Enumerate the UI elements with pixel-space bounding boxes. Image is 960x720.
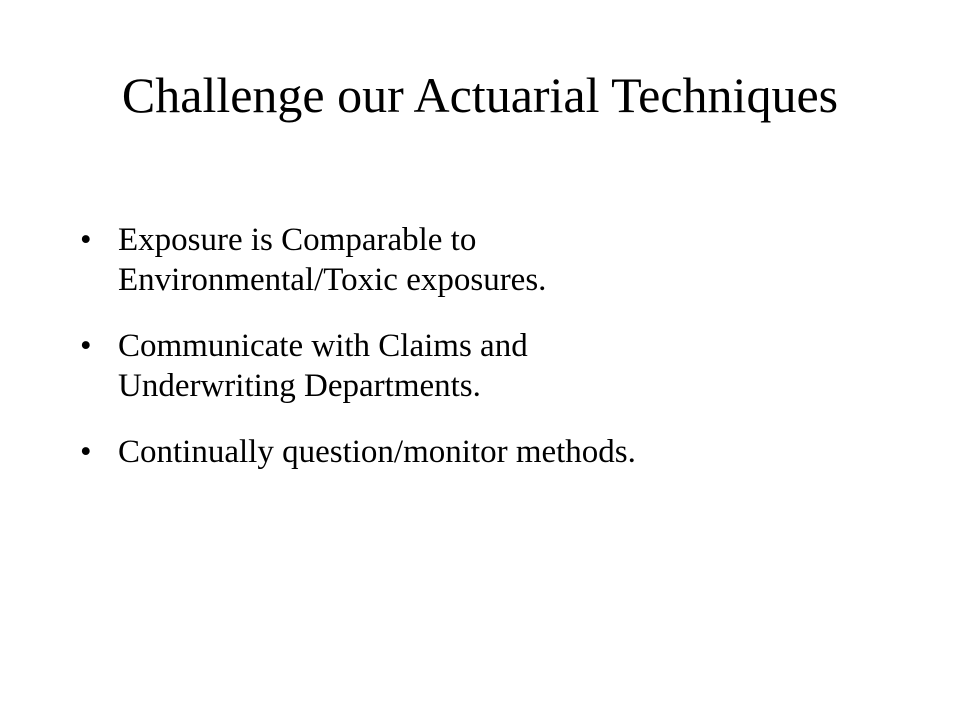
bullet-text: Communicate with Claims and Underwriting Departments. xyxy=(118,328,528,404)
bullet-text: Continually question/monitor methods. xyxy=(118,434,636,470)
bullet-text: Exposure is Comparable to Environmental/Toxic exposures. xyxy=(118,222,547,298)
bullet-item xyxy=(80,326,880,406)
bullet-list xyxy=(80,220,880,472)
bullet-item xyxy=(80,220,880,300)
bullet-icon: • xyxy=(80,222,92,258)
bullet-item xyxy=(80,432,880,472)
slide-title: Challenge our Actuarial Techniques xyxy=(121,67,839,123)
bullet-icon: • xyxy=(80,328,92,364)
bullet-icon: • xyxy=(80,434,92,470)
